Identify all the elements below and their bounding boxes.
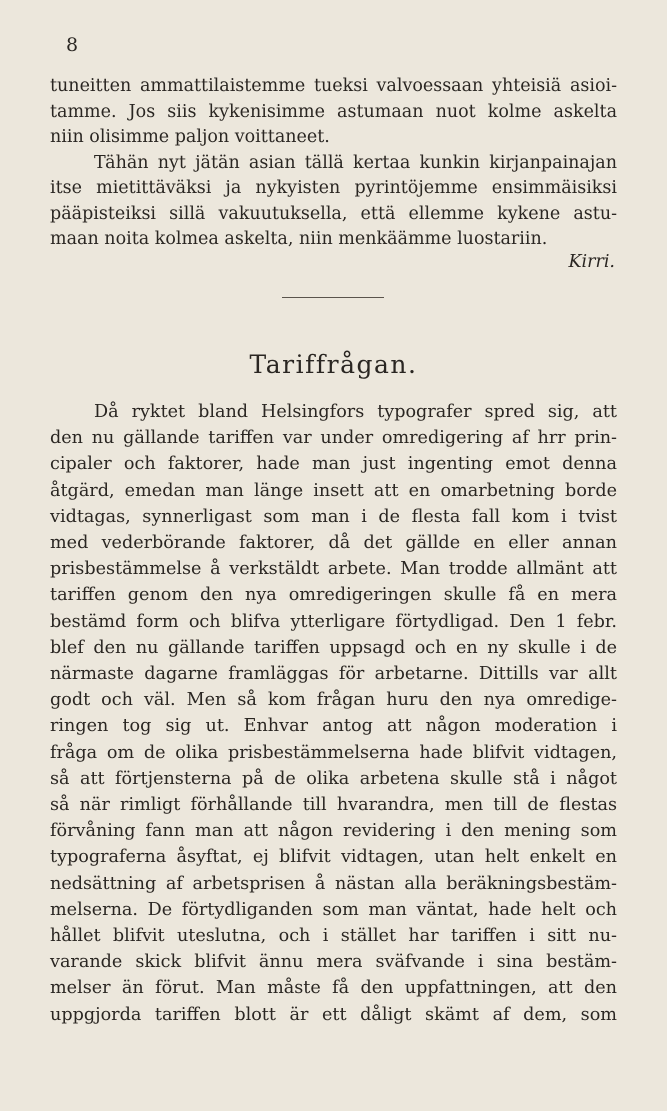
text-line: typograferna åsyftat, ej blifvit vidtagen, utan helt enkelt en <box>50 847 617 868</box>
main-paragraph <box>50 399 617 1028</box>
text-line: maan noita kolmea askelta, niin menkäämme luostariin. <box>50 229 548 249</box>
text-line: godt och väl. Men så kom frågan huru den nya omredige- <box>50 690 617 711</box>
text-line: åtgärd, emedan man länge insett att en omarbetning borde <box>50 480 617 501</box>
text-line: med vederbörande faktorer, då det gällde en eller annan <box>50 533 617 554</box>
text-line: varande skick blifvit ännu mera sväfvande i sina bestäm- <box>50 952 617 973</box>
text-line: fråga om de olika prisbestämmelserna hade blifvit vidtagen, <box>50 742 617 763</box>
text-line: hållet blifvit uteslutna, och i stället har tariffen i sitt nu- <box>50 926 617 947</box>
text-line: så när rimligt förhållande till hvarandra, men till de flestas <box>50 795 617 816</box>
text-line: prisbestämmelse å verkstäldt arbete. Man trodde allmänt att <box>50 559 617 580</box>
text-line: nedsättning af arbetsprisen å nästan alla beräkningsbestäm- <box>50 873 617 894</box>
text-line: tariffen genom den nya omredigeringen skulle få en mera <box>50 585 617 606</box>
section-divider <box>282 297 384 298</box>
text-line: melser än förut. Man måste få den uppfattningen, att den <box>50 978 617 999</box>
text-line: närmaste dagarne framläggas för arbetarne. Dittills var allt <box>50 664 617 685</box>
text-line: blef den nu gällande tariffen uppsagd och en ny skulle i de <box>50 637 617 658</box>
text-line: Tähän nyt jätän asian tällä kertaa kunkin kirjanpainajan <box>94 152 617 173</box>
page-number: 8 <box>66 34 79 56</box>
section-title: Tariffrågan. <box>249 350 418 379</box>
text-line: pääpisteiksi sillä vakuutuksella, että ellemme kykene astu- <box>50 203 617 224</box>
text-line: itse mietittäväksi ja nykyisten pyrintöjemme ensimmäisiksi <box>50 178 617 198</box>
text-line: niin olisimme paljon voittaneet. <box>50 127 330 147</box>
text-line: så att förtjensterna på de olika arbetena skulle stå i något <box>50 768 617 789</box>
text-line: Då ryktet bland Helsingfors typografer spred sig, att <box>94 402 617 422</box>
text-line: uppgjorda tariffen blott är ett dåligt skämt af dem, som <box>50 1004 617 1025</box>
intro-paragraph-2 <box>50 151 617 253</box>
text-line: förvåning fann man att någon revidering i den mening som <box>50 821 617 842</box>
text-line: tamme. Jos siis kykenisimme astumaan nuot kolme askelta <box>50 101 617 122</box>
intro-paragraph-1 <box>50 74 617 151</box>
intro-text <box>50 74 617 253</box>
text-line: den nu gällande tariffen var under omredigering af hrr prin- <box>50 428 617 449</box>
text-line: vidtagas, synnerligast som man i de flesta fall kom i tvist <box>50 506 617 527</box>
text-line: bestämd form och blifva ytterligare förtydligad. Den 1 febr. <box>50 611 617 632</box>
text-line: melserna. De förtydliganden som man väntat, hade helt och <box>50 899 617 920</box>
text-line: tuneitten ammattilaistemme tueksi valvoessaan yhteisiä asioi- <box>50 76 617 96</box>
text-line: cipaler och faktorer, hade man just ingenting emot denna <box>50 454 617 475</box>
text-line: ringen tog sig ut. Enhvar antog att någon moderation i <box>50 716 617 737</box>
author-signature: Kirri. <box>568 252 615 272</box>
main-text <box>50 399 617 1028</box>
